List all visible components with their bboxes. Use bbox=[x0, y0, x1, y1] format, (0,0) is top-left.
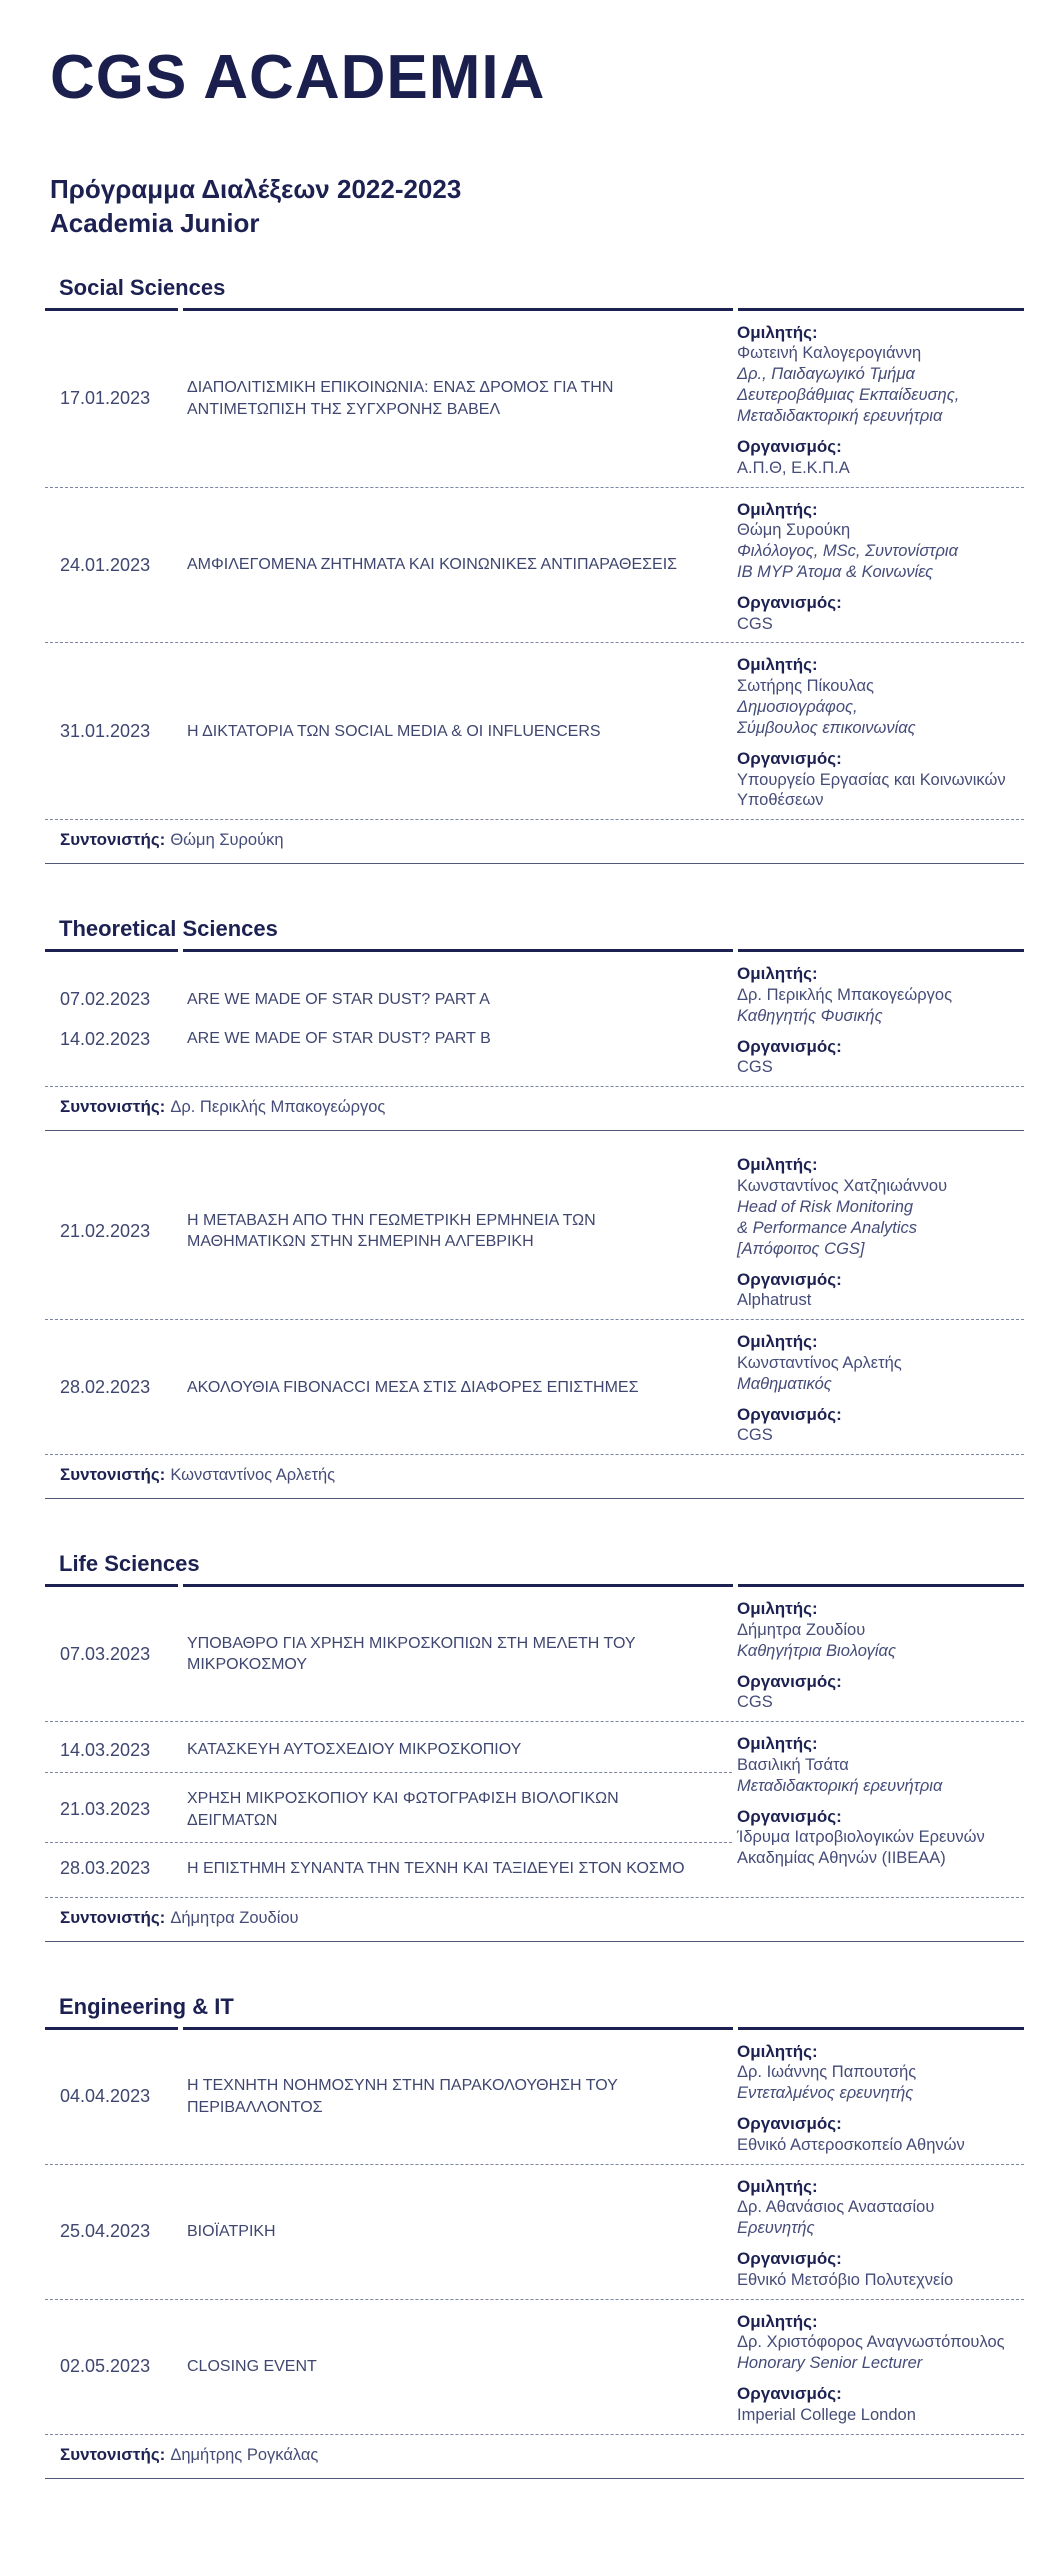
speaker-name: Δρ. Περικλής Μπακογεώργος bbox=[737, 985, 953, 1004]
organization-label: Οργανισμός: bbox=[737, 1671, 842, 1691]
lecture-row bbox=[45, 2214, 732, 2250]
speaker-role: Σύμβουλος επικοινωνίας bbox=[737, 718, 916, 737]
speaker-label: Ομιλητής: bbox=[737, 1155, 818, 1175]
speaker-cell bbox=[737, 651, 1024, 811]
section-title-life-sciences bbox=[45, 1551, 1024, 1587]
speaker-role: Εντεταλμένος ερευνητής bbox=[737, 2084, 914, 2103]
organization-label: Οργανισμός: bbox=[737, 592, 842, 612]
speaker-role: [Απόφοιτος CGS] bbox=[737, 1239, 865, 1258]
speaker-name: Δρ. Χριστόφορος Αναγνωστόπουλος bbox=[737, 2333, 1005, 2352]
lecture-date: 21.02.2023 bbox=[60, 1220, 151, 1241]
speaker-role: IB MYP Άτομα & Κοινωνίες bbox=[737, 563, 934, 581]
speaker-role: Καθηγητής Φυσικής bbox=[737, 1006, 883, 1025]
coordinator-name: Θώμη Συρούκη bbox=[170, 831, 284, 850]
schedule-block bbox=[45, 952, 1024, 1131]
lecture-group bbox=[45, 1320, 1024, 1455]
lecture-group bbox=[45, 1722, 1024, 1897]
speaker-role: Honorary Senior Lecturer bbox=[737, 2354, 923, 2373]
speaker-name: Βασιλική Τσάτα bbox=[737, 1755, 849, 1774]
organization-name: CGS bbox=[737, 614, 773, 633]
speaker-name: Κωνσταντίνος Χατζηιωάννου bbox=[737, 1177, 948, 1195]
organization-name: CGS bbox=[737, 1058, 773, 1077]
schedule-block bbox=[45, 311, 1024, 865]
organization-label: Οργανισμός: bbox=[737, 2249, 842, 2269]
coordinator-row bbox=[45, 1455, 1024, 1499]
speaker-role: Καθηγήτρια Βιολογίας bbox=[737, 1641, 896, 1660]
lecture-title: ΔΙΑΠΟΛΙΤΙΣΜΙΚΗ ΕΠΙΚΟΙΝΩΝΙΑ: ΕΝΑΣ ΔΡΟΜΟΣ ΓΙΑ ΤΗΝ ΑΝΤΙΜΕΤΩΠΙΣΗ ΤΗΣ ΣΥΓΧΡΟΝΗΣ ΒΑΒΕΛ bbox=[187, 378, 614, 418]
speaker-role: & Performance Analytics bbox=[737, 1218, 918, 1237]
organization-label: Οργανισμός: bbox=[737, 1806, 842, 1826]
speaker-label: Ομιλητής: bbox=[737, 2041, 818, 2061]
speaker-cell bbox=[737, 319, 1024, 479]
lecture-row bbox=[45, 1777, 732, 1843]
coordinator-name: Κωνσταντίνος Αρλετής bbox=[170, 1466, 336, 1485]
coordinator-name: Δρ. Περικλής Μπακογεώργος bbox=[170, 1098, 386, 1117]
lecture-title: CLOSING EVENT bbox=[187, 2357, 317, 2375]
coordinator-name: Δήμητρα Ζουδίου bbox=[170, 1908, 299, 1927]
lecture-date: 28.02.2023 bbox=[60, 1376, 151, 1397]
lecture-date: 02.05.2023 bbox=[60, 2356, 151, 2377]
page-title: CGS ACADEMIA bbox=[50, 43, 546, 112]
speaker-name: Σωτήρης Πίκουλας bbox=[737, 677, 874, 696]
lecture-group bbox=[45, 1143, 1024, 1320]
speaker-cell bbox=[737, 960, 1024, 1078]
lecture-row bbox=[45, 1370, 732, 1406]
organization-label: Οργανισμός: bbox=[737, 2384, 842, 2404]
lecture-date: 28.03.2023 bbox=[60, 1858, 151, 1879]
speaker-role: Δημοσιογράφος, bbox=[737, 698, 858, 717]
lecture-group bbox=[45, 311, 1024, 488]
coordinator-label: Συντονιστής: bbox=[60, 1097, 166, 1117]
section-title-engineering-it bbox=[45, 1994, 1024, 2030]
lecture-date: 25.04.2023 bbox=[60, 2221, 151, 2242]
lecture-title: ARE WE MADE OF STAR DUST? PART B bbox=[187, 1030, 491, 1048]
organization-name: Εθνικό Αστεροσκοπείο Αθηνών bbox=[737, 2135, 965, 2154]
section-title-text: Life Sciences bbox=[59, 1551, 200, 1577]
speaker-label: Ομιλητής: bbox=[737, 2176, 818, 2196]
organization-name: Imperial College London bbox=[737, 2405, 916, 2424]
organization-name: Alphatrust bbox=[737, 1291, 812, 1310]
lecture-title: ΒΙΟΪΑΤΡΙΚΗ bbox=[187, 2222, 276, 2240]
lecture-group bbox=[45, 488, 1024, 644]
speaker-role: Head of Risk Monitoring bbox=[737, 1197, 914, 1216]
speaker-cell bbox=[737, 2308, 1024, 2426]
lecture-title: ΚΑΤΑΣΚΕΥΗ ΑΥΤΟΣΧΕΔΙΟΥ ΜΙΚΡΟΣΚΟΠΙΟΥ bbox=[187, 1741, 522, 1759]
lecture-row bbox=[45, 1732, 732, 1773]
speaker-cell bbox=[737, 1730, 1024, 1888]
lecture-row bbox=[45, 2068, 732, 2125]
organization-label: Οργανισμός: bbox=[737, 1404, 842, 1424]
lecture-row bbox=[45, 1203, 732, 1260]
lecture-group bbox=[45, 2300, 1024, 2435]
lecture-row bbox=[45, 714, 732, 750]
organization-name: Υπουργείο Εργασίας και Κοινωνικών Υποθέσεων bbox=[737, 770, 1006, 810]
speaker-label: Ομιλητής: bbox=[737, 2311, 818, 2331]
section-title-text: Engineering & IT bbox=[59, 1993, 234, 2019]
organization-label: Οργανισμός: bbox=[737, 748, 842, 768]
lecture-group bbox=[45, 1587, 1024, 1722]
lecture-date: 14.02.2023 bbox=[60, 1028, 151, 1049]
program-subtitle bbox=[50, 173, 1024, 241]
lecture-title: Η ΜΕΤΑΒΑΣΗ ΑΠΟ ΤΗΝ ΓΕΩΜΕΤΡΙΚΗ ΕΡΜΗΝΕΙΑ ΤΩΝ ΜΑΘΗΜΑΤΙΚΩΝ ΣΤΗΝ ΣΗΜΕΡΙΝΗ ΑΛΓΕΒΡΙΚΗ bbox=[187, 1211, 596, 1251]
organization-label: Οργανισμός: bbox=[737, 1036, 842, 1056]
schedule-block bbox=[45, 1587, 1024, 1941]
speaker-role: Μαθηματικός bbox=[737, 1374, 832, 1393]
lecture-date: 24.01.2023 bbox=[60, 554, 151, 575]
speaker-role: Ερευνητής bbox=[737, 2219, 815, 2238]
speaker-role: Μεταδιδακτορική ερευνήτρια bbox=[737, 407, 943, 426]
coordinator-row bbox=[45, 1898, 1024, 1942]
organization-label: Οργανισμός: bbox=[737, 2114, 842, 2134]
speaker-label: Ομιλητής: bbox=[737, 499, 818, 519]
speaker-cell bbox=[737, 2038, 1024, 2156]
lecture-title: ΑΚΟΛΟΥΘΙΑ FIBONACCI ΜΕΣΑ ΣΤΙΣ ΔΙΑΦΟΡΕΣ ΕΠΙΣΤΗΜΕΣ bbox=[187, 1378, 639, 1396]
coordinator-name: Δημήτρης Ρογκάλας bbox=[170, 2445, 319, 2464]
lecture-date: 31.01.2023 bbox=[60, 720, 151, 741]
lecture-row bbox=[45, 1021, 732, 1057]
speaker-role: Δρ., Παιδαγωγικό Τμήμα bbox=[737, 365, 915, 384]
lecture-title: Η ΔΙΚΤΑΤΟΡΙΑ ΤΩΝ SOCIAL MEDIA & ΟΙ INFLUENCERS bbox=[187, 722, 601, 740]
speaker-cell bbox=[737, 1595, 1024, 1713]
coordinator-row bbox=[45, 820, 1024, 864]
coordinator-row bbox=[45, 1087, 1024, 1131]
speaker-label: Ομιλητής: bbox=[737, 1734, 818, 1754]
section-title-theoretical-sciences bbox=[45, 916, 1024, 952]
lecture-date: 07.02.2023 bbox=[60, 989, 151, 1010]
speaker-name: Δήμητρα Ζουδίου bbox=[737, 1620, 866, 1639]
coordinator-label: Συντονιστής: bbox=[60, 1465, 166, 1485]
coordinator-label: Συντονιστής: bbox=[60, 1907, 166, 1927]
lecture-row bbox=[45, 982, 732, 1018]
lecture-title: ΑΜΦΙΛΕΓΟΜΕΝΑ ΖΗΤΗΜΑΤΑ ΚΑΙ ΚΟΙΝΩΝΙΚΕΣ ΑΝΤΙΠΑΡΑΘΕΣΕΙΣ bbox=[187, 556, 678, 574]
lecture-row bbox=[45, 1626, 732, 1683]
speaker-cell bbox=[737, 2173, 1024, 2291]
program-subtitle-line2: Academia Junior bbox=[50, 207, 260, 238]
speaker-name: Θώμη Συρούκη bbox=[737, 521, 851, 540]
speaker-label: Ομιλητής: bbox=[737, 964, 818, 984]
coordinator-label: Συντονιστής: bbox=[60, 830, 166, 850]
schedule-block bbox=[45, 2030, 1024, 2479]
lecture-title: ARE WE MADE OF STAR DUST? PART A bbox=[187, 990, 490, 1008]
lecture-row bbox=[45, 547, 732, 583]
lecture-date: 17.01.2023 bbox=[60, 388, 151, 409]
lecture-title: ΧΡΗΣΗ ΜΙΚΡΟΣΚΟΠΙΟΥ ΚΑΙ ΦΩΤΟΓΡΑΦΙΣΗ ΒΙΟΛΟΓΙΚΩΝ ΔΕΙΓΜΑΤΩΝ bbox=[187, 1789, 619, 1829]
lecture-title: Η ΤΕΧΝΗΤΗ ΝΟΗΜΟΣΥΝΗ ΣΤΗΝ ΠΑΡΑΚΟΛΟΥΘΗΣΗ ΤΟΥ ΠΕΡΙΒΑΛΛΟΝΤΟΣ bbox=[187, 2077, 618, 2116]
schedule-block bbox=[45, 1143, 1024, 1499]
lecture-date: 21.03.2023 bbox=[60, 1799, 151, 1820]
coordinator-label: Συντονιστής: bbox=[60, 2444, 166, 2464]
speaker-cell bbox=[737, 496, 1024, 635]
organization-label: Οργανισμός: bbox=[737, 1269, 842, 1289]
lecture-group bbox=[45, 2030, 1024, 2165]
speaker-role: Δευτεροβάθμιας Εκπαίδευσης, bbox=[737, 386, 960, 405]
speaker-name: Δρ. Αθανάσιος Αναστασίου bbox=[737, 2198, 935, 2217]
organization-label: Οργανισμός: bbox=[737, 436, 842, 456]
coordinator-row bbox=[45, 2435, 1024, 2479]
organization-name: Εθνικό Μετσόβιο Πολυτεχνείο bbox=[737, 2270, 954, 2289]
section-title-social-sciences bbox=[45, 275, 1024, 311]
organization-name: Α.Π.Θ, Ε.Κ.Π.Α bbox=[737, 458, 850, 477]
speaker-name: Φωτεινή Καλογερογιάννη bbox=[737, 344, 922, 363]
lecture-row bbox=[45, 2349, 732, 2385]
speaker-cell bbox=[737, 1328, 1024, 1446]
lecture-group bbox=[45, 2165, 1024, 2300]
speaker-name: Κωνσταντίνος Αρλετής bbox=[737, 1353, 902, 1372]
lecture-title: Η ΕΠΙΣΤΗΜΗ ΣΥΝΑΝΤΑ ΤΗΝ ΤΕΧΝΗ ΚΑΙ ΤΑΞΙΔΕΥΕΙ ΣΤΟΝ ΚΟΣΜΟ bbox=[187, 1860, 685, 1878]
lecture-date: 07.03.2023 bbox=[60, 1643, 151, 1664]
organization-name: CGS bbox=[737, 1426, 773, 1445]
organization-name: CGS bbox=[737, 1693, 773, 1712]
section-title-text: Social Sciences bbox=[59, 274, 226, 300]
lecture-group bbox=[45, 952, 1024, 1087]
speaker-role: Μεταδιδακτορική ερευνήτρια bbox=[737, 1776, 943, 1795]
speaker-label: Ομιλητής: bbox=[737, 322, 818, 342]
lecture-row bbox=[45, 370, 732, 427]
speaker-role: Φιλόλογος, MSc, Συντονίστρια bbox=[737, 542, 958, 561]
program-subtitle-line1: Πρόγραμμα Διαλέξεων 2022-2023 bbox=[50, 174, 462, 204]
speaker-label: Ομιλητής: bbox=[737, 1332, 818, 1352]
speaker-cell bbox=[737, 1151, 1024, 1311]
organization-name: Ίδρυμα Ιατροβιολογικών Ερευνών Ακαδημίας Αθηνών (ΙΙΒΕΑΑ) bbox=[737, 1828, 985, 1868]
lecture-group bbox=[45, 643, 1024, 820]
speaker-name: Δρ. Ιωάννης Παπουτσής bbox=[737, 2063, 917, 2082]
speaker-label: Ομιλητής: bbox=[737, 655, 818, 675]
speaker-label: Ομιλητής: bbox=[737, 1599, 818, 1619]
lecture-title: ΥΠΟΒΑΘΡΟ ΓΙΑ ΧΡΗΣΗ ΜΙΚΡΟΣΚΟΠΙΩΝ ΣΤΗ ΜΕΛΕΤΗ ΤΟΥ ΜΙΚΡΟΚΟΣΜΟΥ bbox=[187, 1634, 636, 1674]
section-title-text: Theoretical Sciences bbox=[59, 916, 278, 942]
lecture-date: 14.03.2023 bbox=[60, 1739, 151, 1760]
lecture-row bbox=[45, 1847, 732, 1887]
lecture-date: 04.04.2023 bbox=[60, 2086, 151, 2107]
